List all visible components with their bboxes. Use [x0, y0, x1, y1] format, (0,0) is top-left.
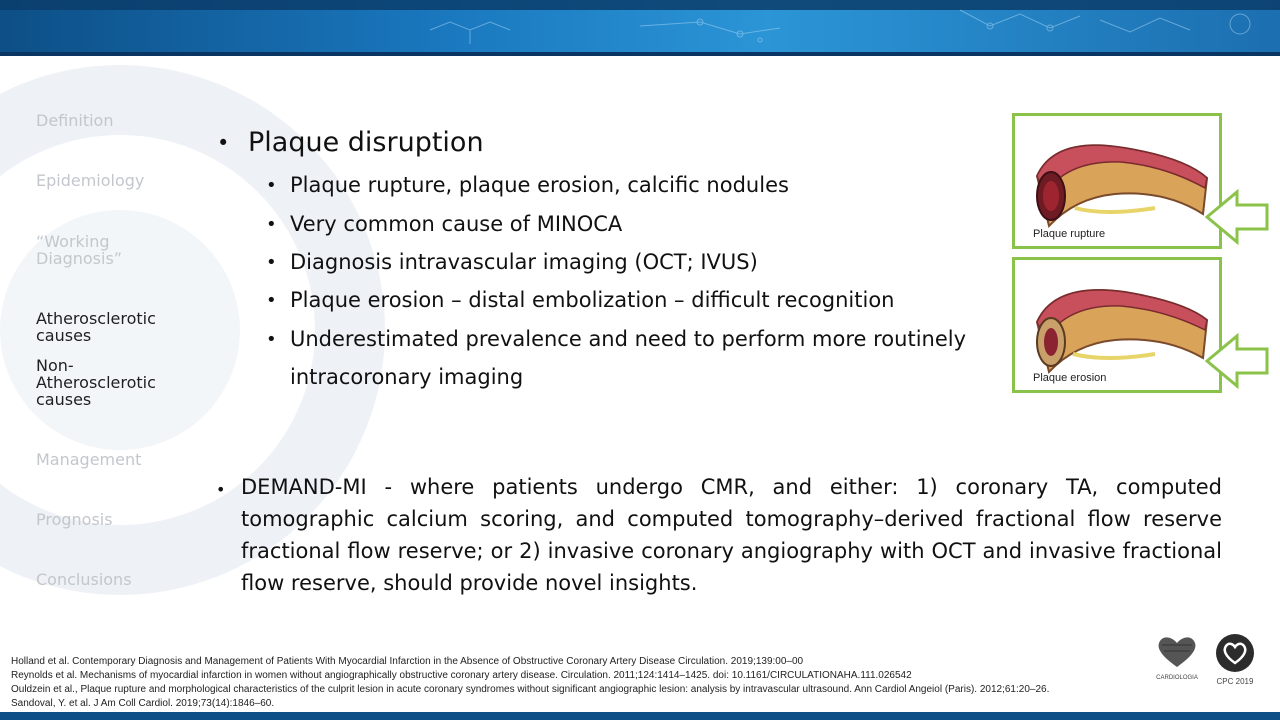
- nav-item-non-atherosclerotic-causes[interactable]: Non-Atherosclerotic causes: [36, 356, 156, 409]
- sub-point: Plaque rupture, plaque erosion, calcific nodules: [290, 173, 789, 197]
- sub-point: Underestimated prevalence and need to perform more routinely: [290, 327, 967, 351]
- sub-bullet: •: [266, 214, 277, 235]
- nav-item-epidemiology[interactable]: Epidemiology: [36, 171, 145, 190]
- reference-item: Ouldzein et al., Plaque rupture and morphological characteristics of the culprit lesion in acute coronary syndromes without significant angiographic lesion: analysis by intravascular ultrasound. Ann Cardiol Angeiol (Paris). 2012;61:20–26.: [11, 684, 1050, 695]
- reference-item: Reynolds et al. Mechanisms of myocardial infarction in women without angiographically obstructive coronary artery disease. Circulation. 2011;124:1414–1425. doi: 10.1161/CIRCULATIONAHA.111.026542: [11, 670, 912, 681]
- top-banner: [0, 0, 1280, 56]
- figure-caption: Plaque rupture: [1033, 228, 1106, 240]
- nav-item-atherosclerotic-causes[interactable]: Atherosclerotic causes: [36, 309, 156, 345]
- figure-plaque-rupture: [1012, 113, 1222, 249]
- chemistry-pattern: [0, 0, 1280, 56]
- arrow-left-icon: [1205, 188, 1269, 246]
- logo-caption: CPC 2019: [1216, 677, 1254, 686]
- demand-bullet: •: [216, 480, 226, 499]
- bottom-bar: [0, 712, 1280, 720]
- artery-rupture-illustration: [1015, 116, 1219, 246]
- nav-item-conclusions[interactable]: Conclusions: [36, 570, 132, 589]
- sub-point: Diagnosis intravascular imaging (OCT; IVUS): [290, 250, 758, 274]
- cpc-2019-logo: [1213, 633, 1257, 689]
- sub-bullet: •: [266, 252, 277, 273]
- demand-mi-paragraph: DEMAND-MI - where patients undergo CMR, and either: 1) coronary TA, computed tomographic calcium scoring, and computed tomography–derived fractional flow reserve fractional flow reserve; or 2) invasive coronary angiography with OCT and invasive fractional flow reserve, should provide novel insights.: [241, 475, 1222, 595]
- nav-item-prognosis[interactable]: Prognosis: [36, 510, 113, 529]
- sub-bullet: •: [266, 329, 277, 350]
- top-banner-edge: [0, 52, 1280, 56]
- reference-item: Sandoval, Y. et al. J Am Coll Cardiol. 2019;73(14):1846–60.: [11, 698, 275, 709]
- sub-point: Very common cause of MINOCA: [290, 212, 623, 236]
- cpc-heart-icon: [1213, 633, 1257, 673]
- sub-point-continued: intracoronary imaging: [290, 365, 524, 389]
- cardiologia-logo: [1152, 633, 1202, 689]
- figure-caption: Plaque erosion: [1033, 372, 1107, 384]
- nav-item-definition[interactable]: Definition: [36, 111, 114, 130]
- artery-erosion-illustration: [1015, 260, 1219, 390]
- references: [11, 655, 1171, 711]
- logo-caption: CARDIOLOGIA: [1156, 675, 1198, 681]
- heart-logo-icon: [1152, 633, 1202, 671]
- nav-item-management[interactable]: Management: [36, 450, 142, 469]
- sub-point: Plaque erosion – distal embolization – difficult recognition: [290, 288, 895, 312]
- figure-plaque-erosion: [1012, 257, 1222, 393]
- main-bullet: •: [217, 131, 230, 155]
- nav-item-working-diagnosis[interactable]: “Working Diagnosis”: [36, 232, 123, 268]
- sub-bullet: •: [266, 175, 277, 196]
- arrow-left-icon: [1205, 332, 1269, 390]
- reference-item: Holland et al. Contemporary Diagnosis and Management of Patients With Myocardial Infarction in the Absence of Obstructive Coronary Artery Disease Circulation. 2019;139:00–00: [11, 656, 804, 667]
- main-title: Plaque disruption: [248, 127, 484, 158]
- sub-bullet: •: [266, 290, 277, 311]
